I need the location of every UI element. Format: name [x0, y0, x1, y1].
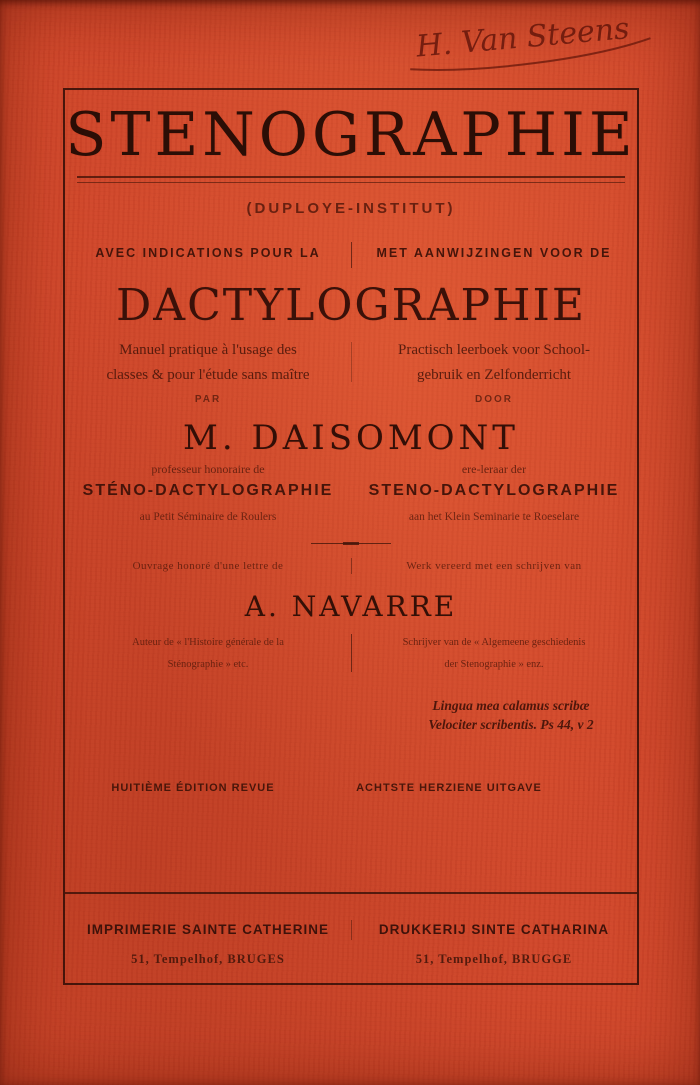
manual-dutch-line1: Practisch leerboek voor School-: [397, 342, 591, 358]
psalm-quote: [391, 696, 631, 734]
handwritten-signature: [388, 2, 688, 74]
author-title-nl-line3: aan het Klein Seminarie te Roeselare: [408, 511, 580, 523]
byline-french: PAR: [194, 394, 222, 405]
institute-line: (DUPLOYE-INSTITUT): [246, 200, 456, 217]
navarre-name: A. NAVARRE: [244, 590, 458, 623]
manual-dutch: [351, 338, 637, 388]
manual-french: [65, 338, 351, 388]
imprint-french: [65, 922, 351, 967]
title-underline: [77, 176, 625, 183]
edition-row: [65, 782, 577, 794]
navarre-titles-french: [65, 632, 351, 676]
navarre-title-fr-line1: Auteur de « l'Histoire générale de la: [132, 637, 284, 648]
honor-french: Ouvrage honoré d'une lettre de: [132, 560, 284, 572]
intro-dutch: MET AANWIJZINGEN VOOR DE: [376, 246, 612, 260]
cover-frame: [63, 88, 639, 985]
manual-french-line2: classes & pour l'étude sans maître: [106, 367, 310, 383]
author-titles-dutch: [351, 462, 637, 528]
signature-text: H. Van Steens: [414, 11, 631, 65]
psalm-quote-line2: Velociter scribentis. Ps 44, v 2: [428, 717, 594, 732]
author-title-fr-line2: STÉNO-DACTYLOGRAPHIE: [82, 482, 334, 499]
column-divider: [351, 920, 352, 940]
author-titles-french: [65, 462, 351, 528]
imprint-nl-name: DRUKKERIJ SINTE CATHARINA: [378, 922, 610, 937]
author-title-fr-line3: au Petit Séminaire de Roulers: [139, 511, 277, 523]
main-title: STENOGRAPHIE: [65, 100, 637, 170]
manual-french-line1: Manuel pratique à l'usage des: [119, 342, 297, 358]
ornament-center: [343, 542, 359, 545]
column-divider: [351, 342, 352, 382]
author-name: M. DAISOMONT: [183, 418, 519, 458]
edition-french: HUITIÈME ÉDITION REVUE: [111, 782, 275, 794]
psalm-quote-line1: Lingua mea calamus scribæ: [432, 698, 590, 713]
imprint-separator-rule: [65, 892, 637, 894]
author-title-nl-line2: STENO-DACTYLOGRAPHIE: [368, 482, 620, 499]
navarre-title-nl-line1: Schrijver van de « Algemeene geschiedenis: [402, 637, 586, 648]
column-divider: [351, 558, 352, 574]
imprint-fr-name: IMPRIMERIE SAINTE CATHERINE: [86, 922, 329, 937]
author-titles-row: [65, 462, 637, 528]
navarre-title-fr-line2: Sténographie » etc.: [167, 659, 249, 670]
imprint-nl-address: 51, Tempelhof, BRUGGE: [415, 952, 573, 966]
ornament-divider: [311, 542, 391, 545]
imprint-dutch: [351, 922, 637, 967]
manual-dutch-line2: gebruik en Zelfonderricht: [416, 367, 572, 383]
byline-row: [65, 394, 637, 405]
navarre-title-nl-line2: der Stenographie » enz.: [444, 659, 544, 670]
intro-french: AVEC INDICATIONS POUR LA: [95, 246, 321, 260]
honor-dutch: Werk vereerd met een schrijven van: [406, 560, 582, 572]
author-title-fr-line1: professeur honoraire de: [151, 462, 265, 476]
author-title-nl-line1: ere-leraar der: [461, 462, 527, 476]
edition-dutch: ACHTSTE HERZIENE UITGAVE: [356, 782, 542, 794]
byline-dutch: DOOR: [475, 394, 513, 405]
column-divider: [351, 634, 352, 672]
subtitle-dactylographie: DACTYLOGRAPHIE: [116, 280, 586, 331]
column-divider: [351, 242, 352, 268]
navarre-titles-dutch: [351, 632, 637, 676]
imprint-fr-address: 51, Tempelhof, BRUGES: [131, 952, 285, 966]
